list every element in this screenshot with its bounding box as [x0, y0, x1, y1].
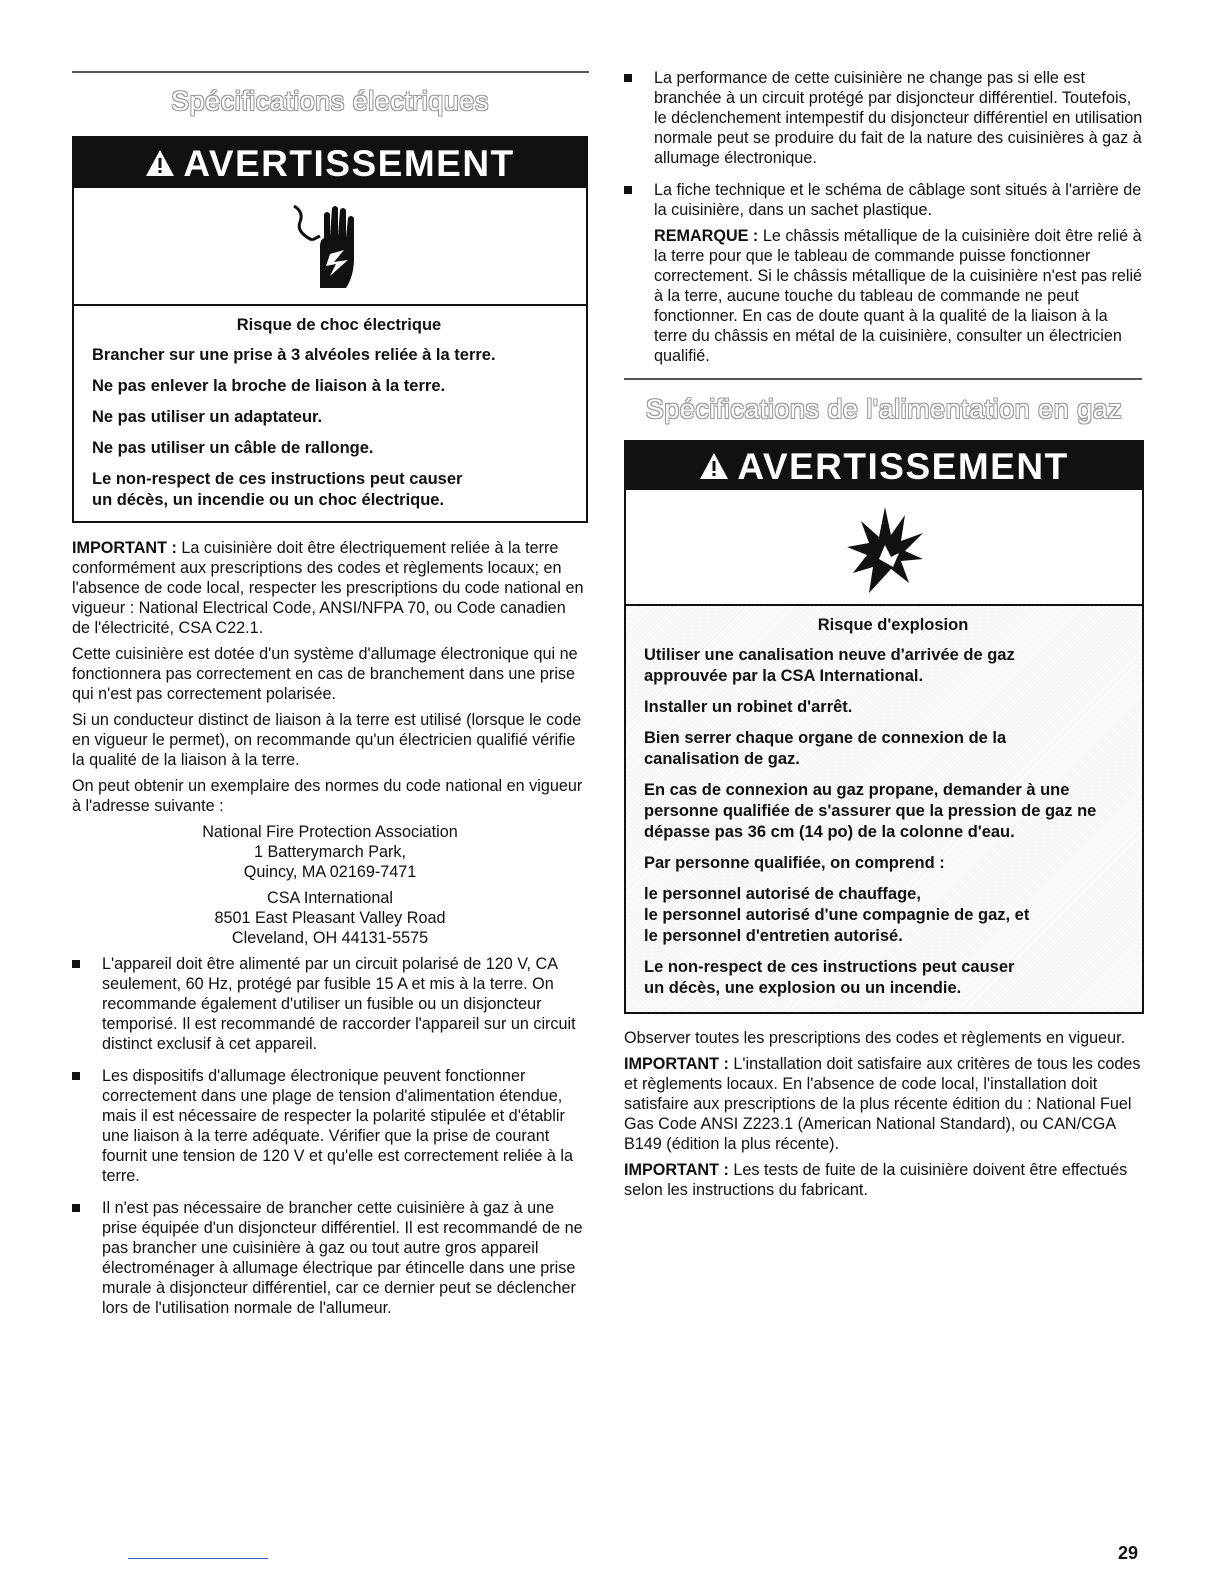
- electrical-body-text: [72, 538, 588, 1330]
- address-nfpa: [72, 822, 588, 882]
- list-item: L'appareil doit être alimenté par un circuit polarisé de 120 V, CA seulement, 60 Hz, protégé par fusible 15 A et mis à la terre. On recommande également d'utiliser un fusible ou un disjoncteur temporisé. Il est recommandé de raccorder l'appareil sur un circuit distinct exclusif à cet appareil.: [72, 954, 588, 1054]
- consequence-line-2: un décès, un incendie ou un choc électrique.: [92, 491, 445, 509]
- warning-triangle-icon: [145, 149, 175, 177]
- remarque-text: Le châssis métallique de la cuisinière doit être relié à la terre pour que le tableau de commande puisse fonctionner correctement. Si le châssis métallique de la cuisinière n'est pas relié à la terre, aucune touche du tableau de commande ne peut fonctionner. En cas de doute quant à la qualité de la liaison à la terre du châssis en métal de la cuisinière, consulter un électricien qualifié.: [654, 227, 1143, 365]
- address-csa: [72, 888, 588, 948]
- consequence-line-1: Le non-respect de ces instructions peut causer: [92, 470, 463, 488]
- list-item: Il n'est pas nécessaire de brancher cette cuisinière à gaz à une prise équipée d'un disjoncteur différentiel. Il est recommandé de ne pas brancher une cuisinière à gaz ou tout autre gros appareil électroménager à allumage électrique par étincelle dans une prise murale à disjoncteur différentiel, car ce dernier peut se déclencher lors de l'utilisation normale de l'allumeur.: [72, 1198, 588, 1318]
- warning-header-text: AVERTISSEMENT: [183, 142, 515, 184]
- warning-line: Bien serrer chaque organe de connexion de la canalisation de gaz.: [644, 729, 1007, 768]
- address-line: Cleveland, OH 44131-5575: [231, 929, 429, 947]
- top-rule-left: [72, 71, 589, 73]
- warning-line: Brancher sur une prise à 3 alvéoles reliée à la terre.: [92, 346, 496, 364]
- warning-consequence: [92, 469, 586, 511]
- important-text: Les tests de fuite de la cuisinière doivent être effectués selon les instructions du fabricant.: [624, 1161, 1128, 1199]
- warning-header-text: AVERTISSEMENT: [737, 445, 1069, 487]
- footer-line: [128, 1558, 268, 1559]
- paragraph: Si un conducteur distinct de liaison à la terre est utilisé (lorsque le code en vigueur le permet), on recommande qu'un électricien qualifié vérifie la qualité de la liaison à la terre.: [72, 711, 582, 769]
- warning-line: Ne pas utiliser un adaptateur.: [92, 408, 323, 426]
- paragraph-important: [72, 538, 588, 638]
- warning-icon-row: [74, 188, 586, 306]
- warning-line: En cas de connexion au gaz propane, demander à une personne qualifiée de s'assurer que la pression de gaz ne dépasse pas 36 cm (14 po) de la colonne d'eau.: [644, 781, 1097, 841]
- address-line: National Fire Protection Association: [202, 823, 458, 841]
- bullet-list-right: [624, 68, 1144, 220]
- personnel-line: le personnel autorisé d'une compagnie de gaz, et: [644, 906, 1030, 924]
- section-title-gas: Spécifications de l'alimentation en gaz: [645, 394, 1123, 424]
- important-label: IMPORTANT :: [624, 1161, 729, 1179]
- top-rule-right: [624, 378, 1142, 380]
- personnel-line: le personnel autorisé de chauffage,: [644, 885, 921, 903]
- paragraph: Cette cuisinière est dotée d'un système d'allumage électronique qui ne fonctionnera pas correctement en cas de branchement dans une prise qui n'est pas correctement polarisée.: [72, 645, 578, 703]
- warning-line: Par personne qualifiée, on comprend :: [644, 854, 945, 872]
- warning-header: [626, 442, 1142, 490]
- important-text: La cuisinière doit être électriquement reliée à la terre conformément aux prescriptions des codes et règlements locaux; en l'absence de code local, respecter les prescriptions du code national en vigueur : National Electrical Code, ANSI/NFPA 70, ou Code canadien de l'électricité, CSA C22.1.: [72, 539, 584, 637]
- list-item: La performance de cette cuisinière ne change pas si elle est branchée à un circuit protégé par disjoncteur différentiel. Toutefois, le déclenchement intempestif du disjoncteur différentiel en utilisation normale peut se produire du fait de la nature des cuisinières à gaz à allumage électronique.: [624, 68, 1144, 168]
- consequence-line-2: un décès, une explosion ou un incendie.: [644, 979, 962, 997]
- address-line: CSA International: [267, 889, 393, 907]
- address-line: 1 Batterymarch Park,: [253, 843, 407, 861]
- personnel-line: le personnel d'entretien autorisé.: [644, 927, 903, 945]
- gas-body-text: [624, 1028, 1144, 1206]
- warning-triangle-icon: [699, 452, 729, 480]
- warning-line: Utiliser une canalisation neuve d'arrivée de gaz approuvée par la CSA International.: [644, 646, 1015, 685]
- explosion-icon: [839, 497, 929, 597]
- paragraph: Observer toutes les prescriptions des codes et règlements en vigueur.: [624, 1029, 1126, 1047]
- warning-icon-row: [626, 490, 1142, 606]
- warning-line: Installer un robinet d'arrêt.: [644, 698, 853, 716]
- section-title-electrical: Spécifications électriques: [171, 86, 489, 116]
- warning-subtitle: Risque d'explosion: [817, 616, 969, 634]
- warning-line: Ne pas utiliser un câble de rallonge.: [92, 439, 374, 457]
- important-label: IMPORTANT :: [72, 539, 177, 557]
- warning-body: [74, 306, 586, 521]
- paragraph-important: [624, 1160, 1144, 1200]
- electric-shock-hand-icon: [290, 196, 370, 296]
- important-text: L'installation doit satisfaire aux critères de tous les codes et règlements locaux. En l'absence de code local, l'installation doit satisfaire aux prescriptions de la plus récente édition du : National Fuel Gas Code ANSI Z223.1 (American National Standard), ou CAN/CGA B149 (édition la plus récente).: [624, 1055, 1141, 1153]
- right-top-text: [624, 68, 1144, 372]
- warning-box-gas: [624, 440, 1144, 1014]
- bullet-list-electrical: [72, 954, 588, 1318]
- important-label: IMPORTANT :: [624, 1055, 729, 1073]
- remarque-label: REMARQUE :: [654, 227, 759, 245]
- paragraph: On peut obtenir un exemplaire des normes du code national en vigueur à l'adresse suivante :: [72, 777, 583, 815]
- warning-header: [74, 138, 586, 188]
- warning-personnel: [644, 884, 1142, 947]
- paragraph-important: [624, 1054, 1144, 1154]
- warning-subtitle: Risque de choc électrique: [236, 316, 442, 334]
- page-number: 29: [1118, 1543, 1139, 1563]
- address-line: 8501 East Pleasant Valley Road: [214, 909, 446, 927]
- warning-box-electrical: [72, 136, 588, 523]
- warning-consequence: [644, 957, 1142, 999]
- warning-line: Ne pas enlever la broche de liaison à la terre.: [92, 377, 446, 395]
- list-item: Les dispositifs d'allumage électronique peuvent fonctionner correctement dans une plage de tension d'alimentation étendue, mais il est nécessaire de respecter la polarité stipulée et d'établir une liaison à la terre adéquate. Vérifier que la prise de courant fournit une tension de 120 V et qu'elle est correctement reliée à la terre.: [72, 1066, 588, 1186]
- warning-body: [626, 606, 1142, 1009]
- list-item: La fiche technique et le schéma de câblage sont situés à l'arrière de la cuisinière, dans un sachet plastique.: [624, 180, 1144, 220]
- address-line: Quincy, MA 02169-7471: [243, 863, 417, 881]
- consequence-line-1: Le non-respect de ces instructions peut causer: [644, 958, 1015, 976]
- paragraph-remarque: [624, 226, 1144, 366]
